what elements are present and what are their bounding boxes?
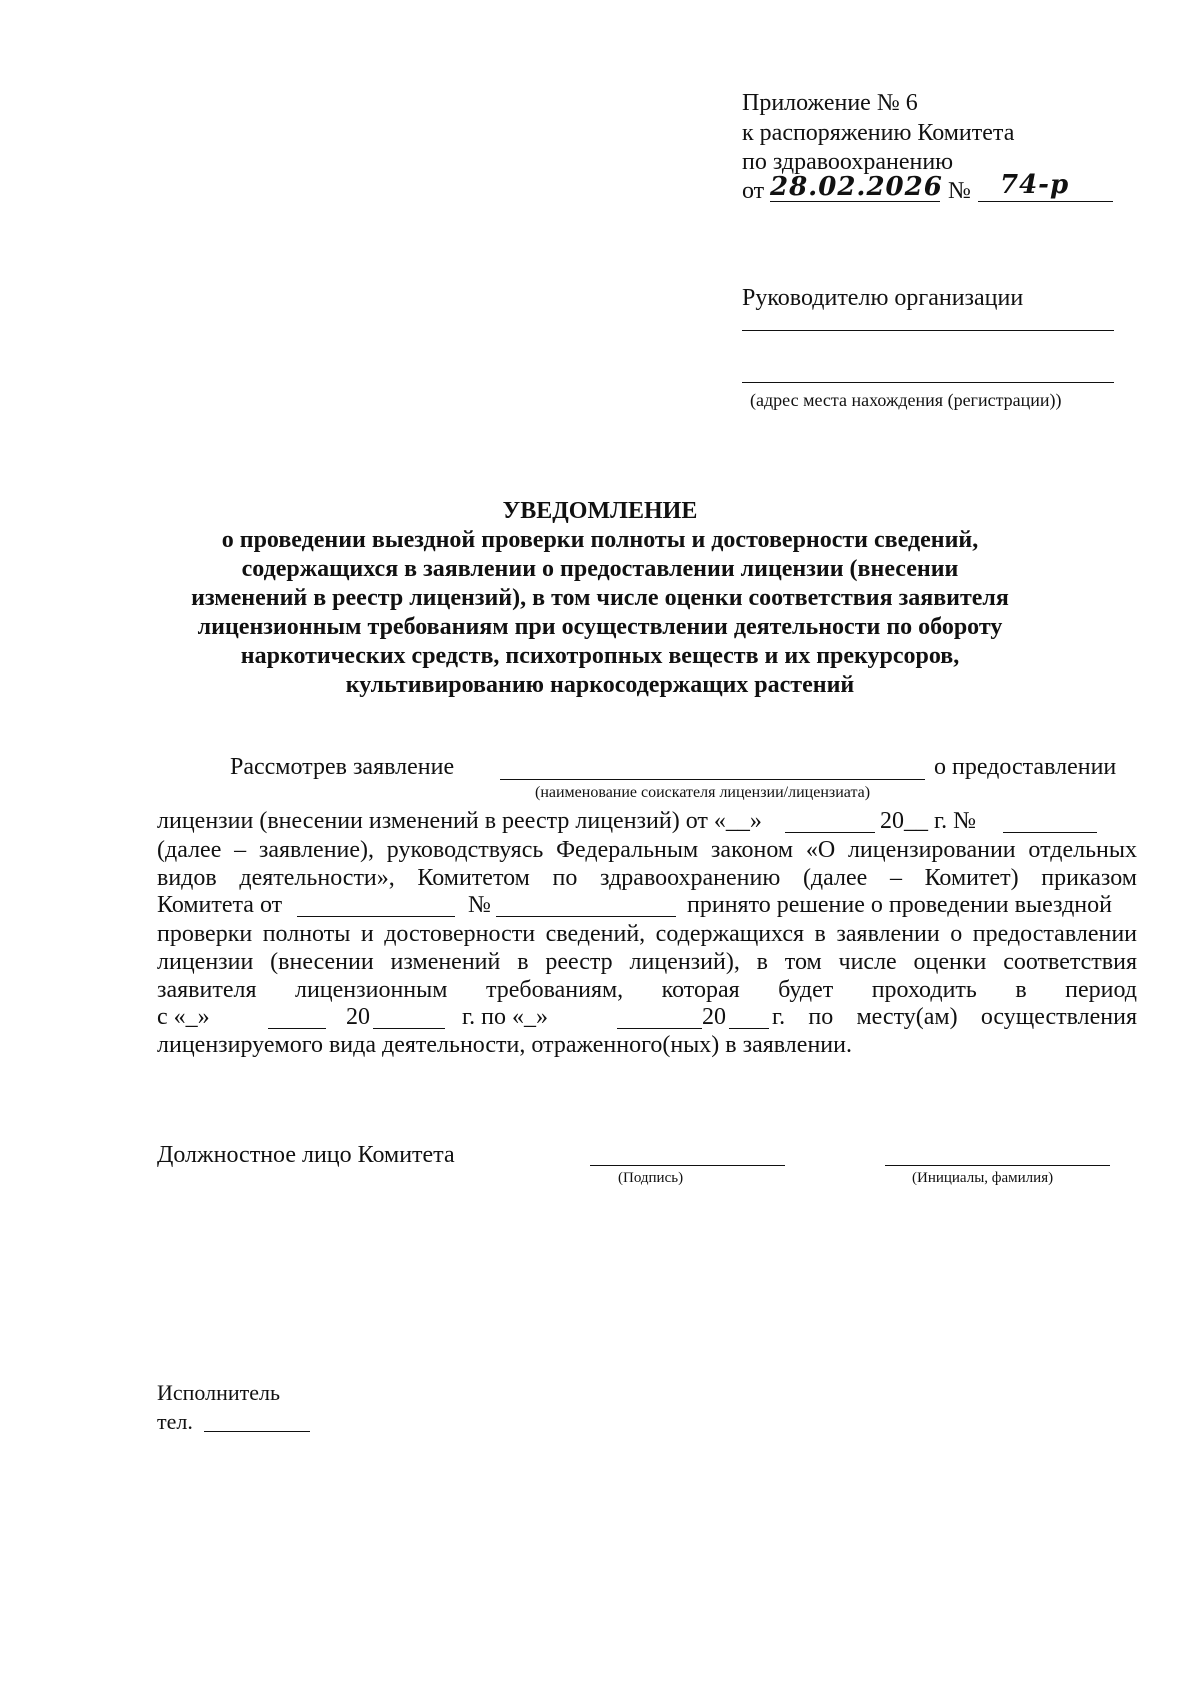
app-number-line — [1003, 832, 1097, 833]
organization-line — [742, 330, 1114, 331]
signature-caption: (Подпись) — [618, 1170, 684, 1186]
body-line-9d: 20 — [702, 1004, 726, 1030]
address-line — [742, 382, 1114, 383]
start-month-line — [268, 1028, 326, 1029]
signature-line — [590, 1165, 785, 1166]
from-label: от — [742, 178, 765, 204]
phone-line — [204, 1431, 310, 1432]
start-year-line — [373, 1028, 445, 1029]
executor-label: Исполнитель — [157, 1380, 281, 1405]
body-start: Рассмотрев заявление — [230, 754, 455, 780]
body-line-2b: 20__ г. № — [880, 808, 977, 834]
phone-label: тел. — [157, 1409, 193, 1434]
body-line-9a: с «_» — [157, 1004, 210, 1030]
number-underline — [978, 201, 1113, 202]
body-start-end: о предоставлении — [934, 754, 1117, 780]
body-line: заявителя лицензионным требованиям, которая будет проходить в период — [157, 977, 1137, 1003]
body-line-5a: Комитета от — [157, 892, 283, 918]
body-line: проверки полноты и достоверности сведений, содержащихся в заявлении о предоставлении — [157, 921, 1137, 947]
applicant-line — [500, 779, 925, 780]
body-line: (далее – заявление), руководствуясь Федеральным законом «О лицензировании отдельных — [157, 837, 1137, 863]
address-caption: (адрес места нахождения (регистрации)) — [750, 390, 1062, 410]
body-line: лицензируемого вида деятельности, отраженного(ных) в заявлении. — [157, 1032, 852, 1058]
title-line: лицензионным требованиям при осуществлении деятельности по обороту — [197, 614, 1003, 640]
body-line: видов деятельности», Комитетом по здравоохранению (далее – Комитет) приказом — [157, 865, 1137, 891]
document-title: УВЕДОМЛЕНИЕ — [502, 498, 698, 524]
title-line: культивированию наркосодержащих растений — [345, 672, 855, 698]
addressee-label: Руководителю организации — [742, 285, 1024, 311]
official-label: Должностное лицо Комитета — [157, 1142, 455, 1168]
title-line: наркотических средств, психотропных веществ и их прекурсоров, — [240, 643, 960, 669]
title-line: содержащихся в заявлении о предоставлении лицензии (внесении — [241, 556, 959, 582]
date-underline — [770, 201, 940, 202]
committee-name: по здравоохранению — [742, 149, 954, 175]
body-line-5b: № — [468, 892, 491, 918]
end-year-line — [729, 1028, 769, 1029]
name-line — [885, 1165, 1110, 1166]
title-line: о проведении выездной проверки полноты и достоверности сведений, — [221, 527, 979, 553]
title-line: изменений в реестр лицензий), в том числе оценки соответствия заявителя — [191, 585, 1009, 611]
handwritten-date: 28.02.2026 — [770, 172, 943, 202]
body-line-9e: г. по месту(ам) осуществления — [772, 1004, 1137, 1030]
body-line-2a: лицензии (внесении изменений в реестр лицензий) от «__» — [157, 808, 762, 834]
body-line: лицензии (внесении изменений в реестр лицензий), в том числе оценки соответствия — [157, 949, 1137, 975]
body-line-5c: принято решение о проведении выездной — [687, 892, 1112, 918]
number-label: № — [948, 178, 971, 204]
appendix-number: Приложение № 6 — [742, 90, 918, 116]
end-month-line — [617, 1028, 702, 1029]
body-line-9c: г. по «_» — [462, 1004, 548, 1030]
date-month-line — [785, 832, 875, 833]
body-line-9b: 20 — [346, 1004, 370, 1030]
handwritten-number: 74-р — [1000, 170, 1070, 200]
order-number-line — [496, 916, 676, 917]
order-reference: к распоряжению Комитета — [742, 120, 1015, 146]
order-date-line — [297, 916, 455, 917]
applicant-caption: (наименование соискателя лицензии/лицензиата) — [535, 784, 871, 801]
name-caption: (Инициалы, фамилия) — [912, 1170, 1054, 1186]
